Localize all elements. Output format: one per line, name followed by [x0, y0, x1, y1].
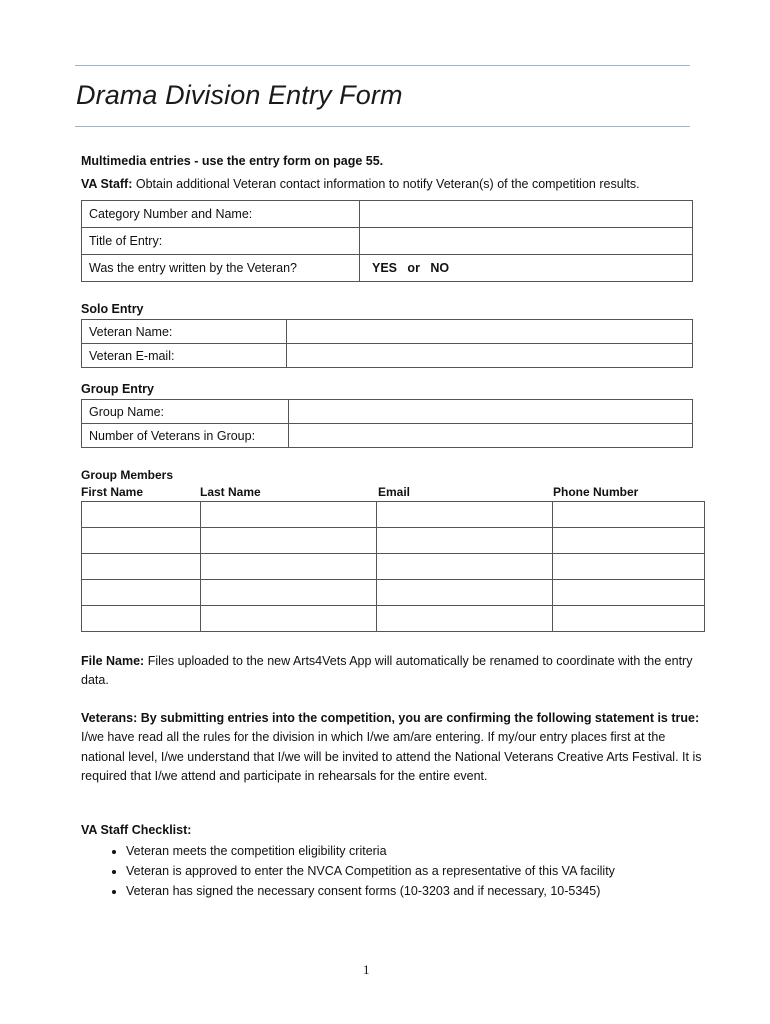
- member-first-name-cell[interactable]: [82, 554, 201, 580]
- member-email-cell[interactable]: [376, 528, 552, 554]
- member-last-name-cell[interactable]: [201, 502, 376, 528]
- member-email-cell[interactable]: [376, 502, 552, 528]
- member-phone-cell[interactable]: [552, 502, 704, 528]
- table-row: [82, 400, 693, 424]
- last-name-column-header: Last Name: [200, 485, 261, 499]
- va-staff-checklist-heading: VA Staff Checklist:: [81, 823, 192, 837]
- list-item: • Veteran has signed the necessary consent forms (10-3203 and if necessary, 10-5345): [126, 881, 615, 901]
- title-underline-rule: [75, 126, 690, 127]
- veterans-statement-paragraph: [81, 709, 711, 787]
- category-field[interactable]: [360, 201, 693, 228]
- member-phone-cell[interactable]: [552, 580, 704, 606]
- table-row: [82, 528, 705, 554]
- solo-entry-heading: Solo Entry: [81, 302, 144, 316]
- first-name-column-header: First Name: [81, 485, 144, 499]
- veteran-name-label: Veteran Name:: [82, 320, 287, 344]
- va-staff-text: Obtain additional Veteran contact information to notify Veteran(s) of the competition results.: [135, 177, 640, 191]
- member-last-name-cell[interactable]: [201, 580, 376, 606]
- member-phone-cell[interactable]: [552, 606, 704, 632]
- page-title: Drama Division Entry Form: [76, 80, 403, 110]
- title-of-entry-label: Title of Entry:: [82, 228, 360, 255]
- member-last-name-cell[interactable]: [201, 554, 376, 580]
- table-row: [82, 228, 693, 255]
- file-name-text: Files uploaded to the new Arts4Vets App will automatically be renamed to coordinate with the entry data.: [81, 654, 693, 688]
- veteran-email-field[interactable]: [287, 344, 693, 368]
- top-rule: [75, 65, 690, 66]
- table-row: [82, 255, 693, 282]
- veterans-count-field[interactable]: [289, 424, 693, 448]
- file-name-paragraph: [81, 652, 711, 691]
- table-row: [82, 320, 693, 344]
- member-email-cell[interactable]: [376, 580, 552, 606]
- member-last-name-cell[interactable]: [201, 606, 376, 632]
- written-by-veteran-label: Was the entry written by the Veteran?: [82, 255, 360, 282]
- group-name-field[interactable]: [289, 400, 693, 424]
- table-row: [82, 606, 705, 632]
- veteran-name-field[interactable]: [287, 320, 693, 344]
- table-row: [82, 502, 705, 528]
- email-column-header: Email: [378, 485, 411, 499]
- entry-info-table: [81, 200, 693, 282]
- table-row: [82, 580, 705, 606]
- list-item: • Veteran is approved to enter the NVCA Competition as a representative of this VA facility: [126, 861, 615, 881]
- file-name-label: File Name:: [81, 654, 145, 668]
- va-staff-note: [81, 176, 640, 192]
- va-staff-checklist: [81, 841, 615, 901]
- member-first-name-cell[interactable]: [82, 528, 201, 554]
- page-number: 1: [363, 962, 370, 977]
- group-entry-heading: Group Entry: [81, 382, 154, 396]
- group-members-table: [81, 501, 705, 632]
- member-phone-cell[interactable]: [552, 528, 704, 554]
- veterans-statement-text: I/we have read all the rules for the division in which I/we am/are entering. If my/our entry places first at the national level, I/we understand that I/we will be invited to attend the National Veterans Creative Arts Festival. It is required that I/we attend and participate in rehearsals for the entire event.: [81, 730, 702, 784]
- multimedia-note: Multimedia entries - use the entry form on page 55.: [81, 154, 384, 168]
- group-entry-table: [81, 399, 693, 448]
- member-phone-cell[interactable]: [552, 554, 704, 580]
- veterans-count-label: Number of Veterans in Group:: [82, 424, 289, 448]
- member-last-name-cell[interactable]: [201, 528, 376, 554]
- table-row: [82, 424, 693, 448]
- veteran-email-label: Veteran E-mail:: [82, 344, 287, 368]
- member-email-cell[interactable]: [376, 554, 552, 580]
- table-row: [82, 344, 693, 368]
- group-members-heading: Group Members: [81, 468, 174, 482]
- yes-or-no-field[interactable]: YES or NO: [360, 255, 693, 282]
- solo-entry-table: [81, 319, 693, 368]
- member-first-name-cell[interactable]: [82, 580, 201, 606]
- member-email-cell[interactable]: [376, 606, 552, 632]
- va-staff-label: VA Staff:: [81, 177, 133, 191]
- table-row: [82, 554, 705, 580]
- member-first-name-cell[interactable]: [82, 502, 201, 528]
- title-of-entry-field[interactable]: [360, 228, 693, 255]
- group-name-label: Group Name:: [82, 400, 289, 424]
- phone-number-column-header: Phone Number: [553, 485, 639, 499]
- category-label: Category Number and Name:: [82, 201, 360, 228]
- table-row: [82, 201, 693, 228]
- list-item: • Veteran meets the competition eligibility criteria: [126, 841, 615, 861]
- veterans-statement-label: Veterans: By submitting entries into the competition, you are confirming the following statement is true:: [81, 711, 700, 725]
- member-first-name-cell[interactable]: [82, 606, 201, 632]
